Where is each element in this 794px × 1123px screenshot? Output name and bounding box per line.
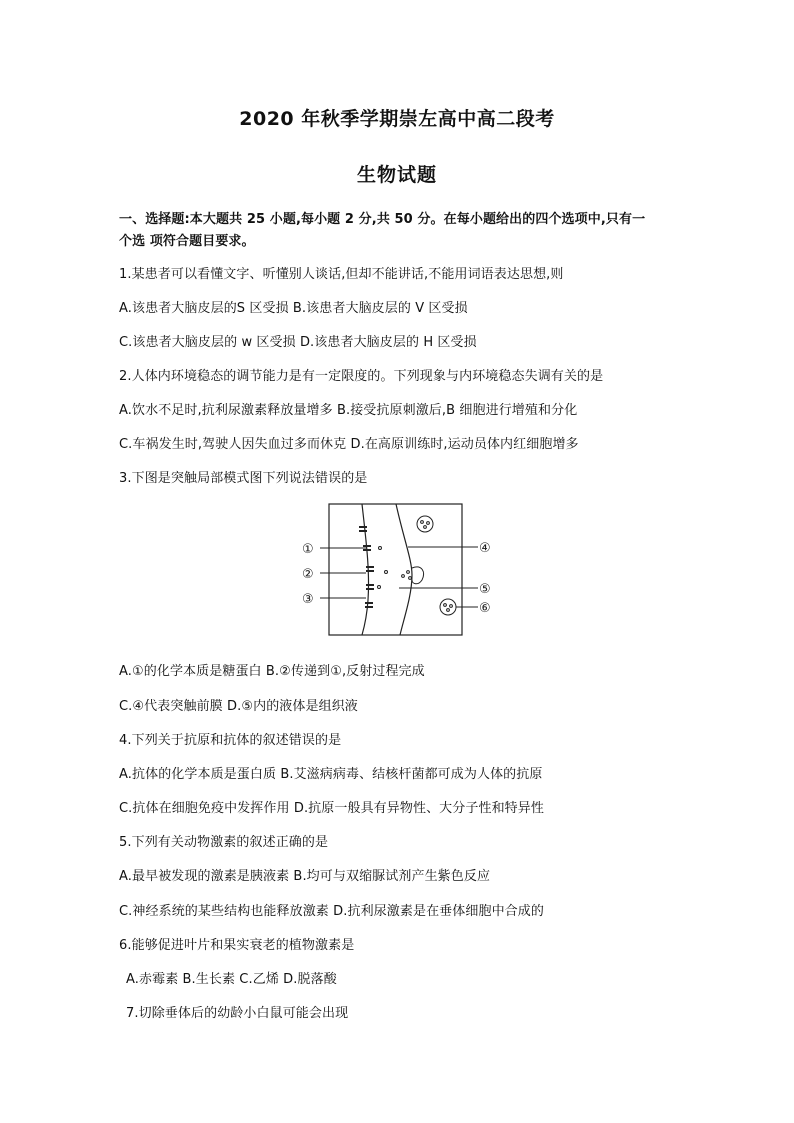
- section-instructions-line2: 个选 项符合题目要求。: [119, 234, 255, 249]
- label-1: ①: [302, 542, 314, 557]
- receptor-markers: [359, 526, 374, 608]
- exam-subtitle: 生物试题: [356, 164, 437, 186]
- label-3: ③: [302, 592, 314, 607]
- q5-options-ab: A.最早被发现的激素是胰液素 B.均可与双缩脲试剂产生紫色反应: [119, 869, 491, 884]
- diagram-frame: [329, 504, 462, 635]
- q6-stem: 6.能够促进叶片和果实衰老的植物激素是: [119, 938, 355, 953]
- q1-options-ab: A.该患者大脑皮层的S 区受损 B.该患者大脑皮层的 V 区受损: [119, 301, 468, 316]
- q2-options-cd: C.车祸发生时,驾驶人因失血过多而休克 D.在高原训练时,运动员体内红细胞增多: [119, 437, 579, 452]
- q6-options: A.赤霉素 B.生长素 C.乙烯 D.脱落酸: [126, 972, 337, 987]
- synapse-diagram: [300, 500, 500, 640]
- q4-stem: 4.下列关于抗原和抗体的叙述错误的是: [119, 733, 342, 748]
- q3-stem: 3.下图是突触局部模式图下列说法错误的是: [119, 471, 368, 486]
- q7-stem: 7.切除垂体后的幼龄小白鼠可能会出现: [126, 1006, 349, 1021]
- label-2: ②: [302, 567, 314, 582]
- q2-options-ab: A.饮水不足时,抗利尿激素释放量增多 B.接受抗原刺激后,B 细胞进行增殖和分化: [119, 403, 578, 418]
- presynaptic-membrane: [396, 504, 412, 635]
- q5-options-cd: C.神经系统的某些结构也能释放激素 D.抗利尿激素是在垂体细胞中合成的: [119, 904, 544, 919]
- synaptic-vesicles: [402, 516, 456, 615]
- exocytosis-vesicle: [412, 567, 424, 584]
- q4-options-ab: A.抗体的化学本质是蛋白质 B.艾滋病病毒、结核杆菌都可成为人体的抗原: [119, 767, 543, 782]
- q1-stem: 1.某患者可以看懂文字、听懂别人谈话,但却不能讲话,不能用词语表达思想,则: [119, 267, 564, 282]
- q1-options-cd: C.该患者大脑皮层的 w 区受损 D.该患者大脑皮层的 H 区受损: [119, 335, 477, 350]
- q5-stem: 5.下列有关动物激素的叙述正确的是: [119, 835, 329, 850]
- leader-lines: [320, 547, 478, 607]
- label-4: ④: [479, 541, 491, 556]
- q4-options-cd: C.抗体在细胞免疫中发挥作用 D.抗原一般具有异物性、大分子性和特异性: [119, 801, 544, 816]
- exam-title: 2020 年秋季学期崇左高中高二段考: [239, 108, 555, 130]
- q2-stem: 2.人体内环境稳态的调节能力是有一定限度的。下列现象与内环境稳态失调有关的是: [119, 369, 604, 384]
- section-instructions-line1: 一、选择题:本大题共 25 小题,每小题 2 分,共 50 分。在每小题给出的四个选项中,只有一: [119, 212, 646, 227]
- label-5: ⑤: [479, 582, 491, 597]
- q3-options-ab: A.①的化学本质是糖蛋白 B.②传递到①,反射过程完成: [119, 664, 425, 679]
- postsynaptic-membrane: [362, 504, 369, 635]
- label-6: ⑥: [479, 601, 491, 616]
- q3-options-cd: C.④代表突触前膜 D.⑤内的液体是组织液: [119, 699, 358, 714]
- transmitter-dots: [378, 547, 388, 589]
